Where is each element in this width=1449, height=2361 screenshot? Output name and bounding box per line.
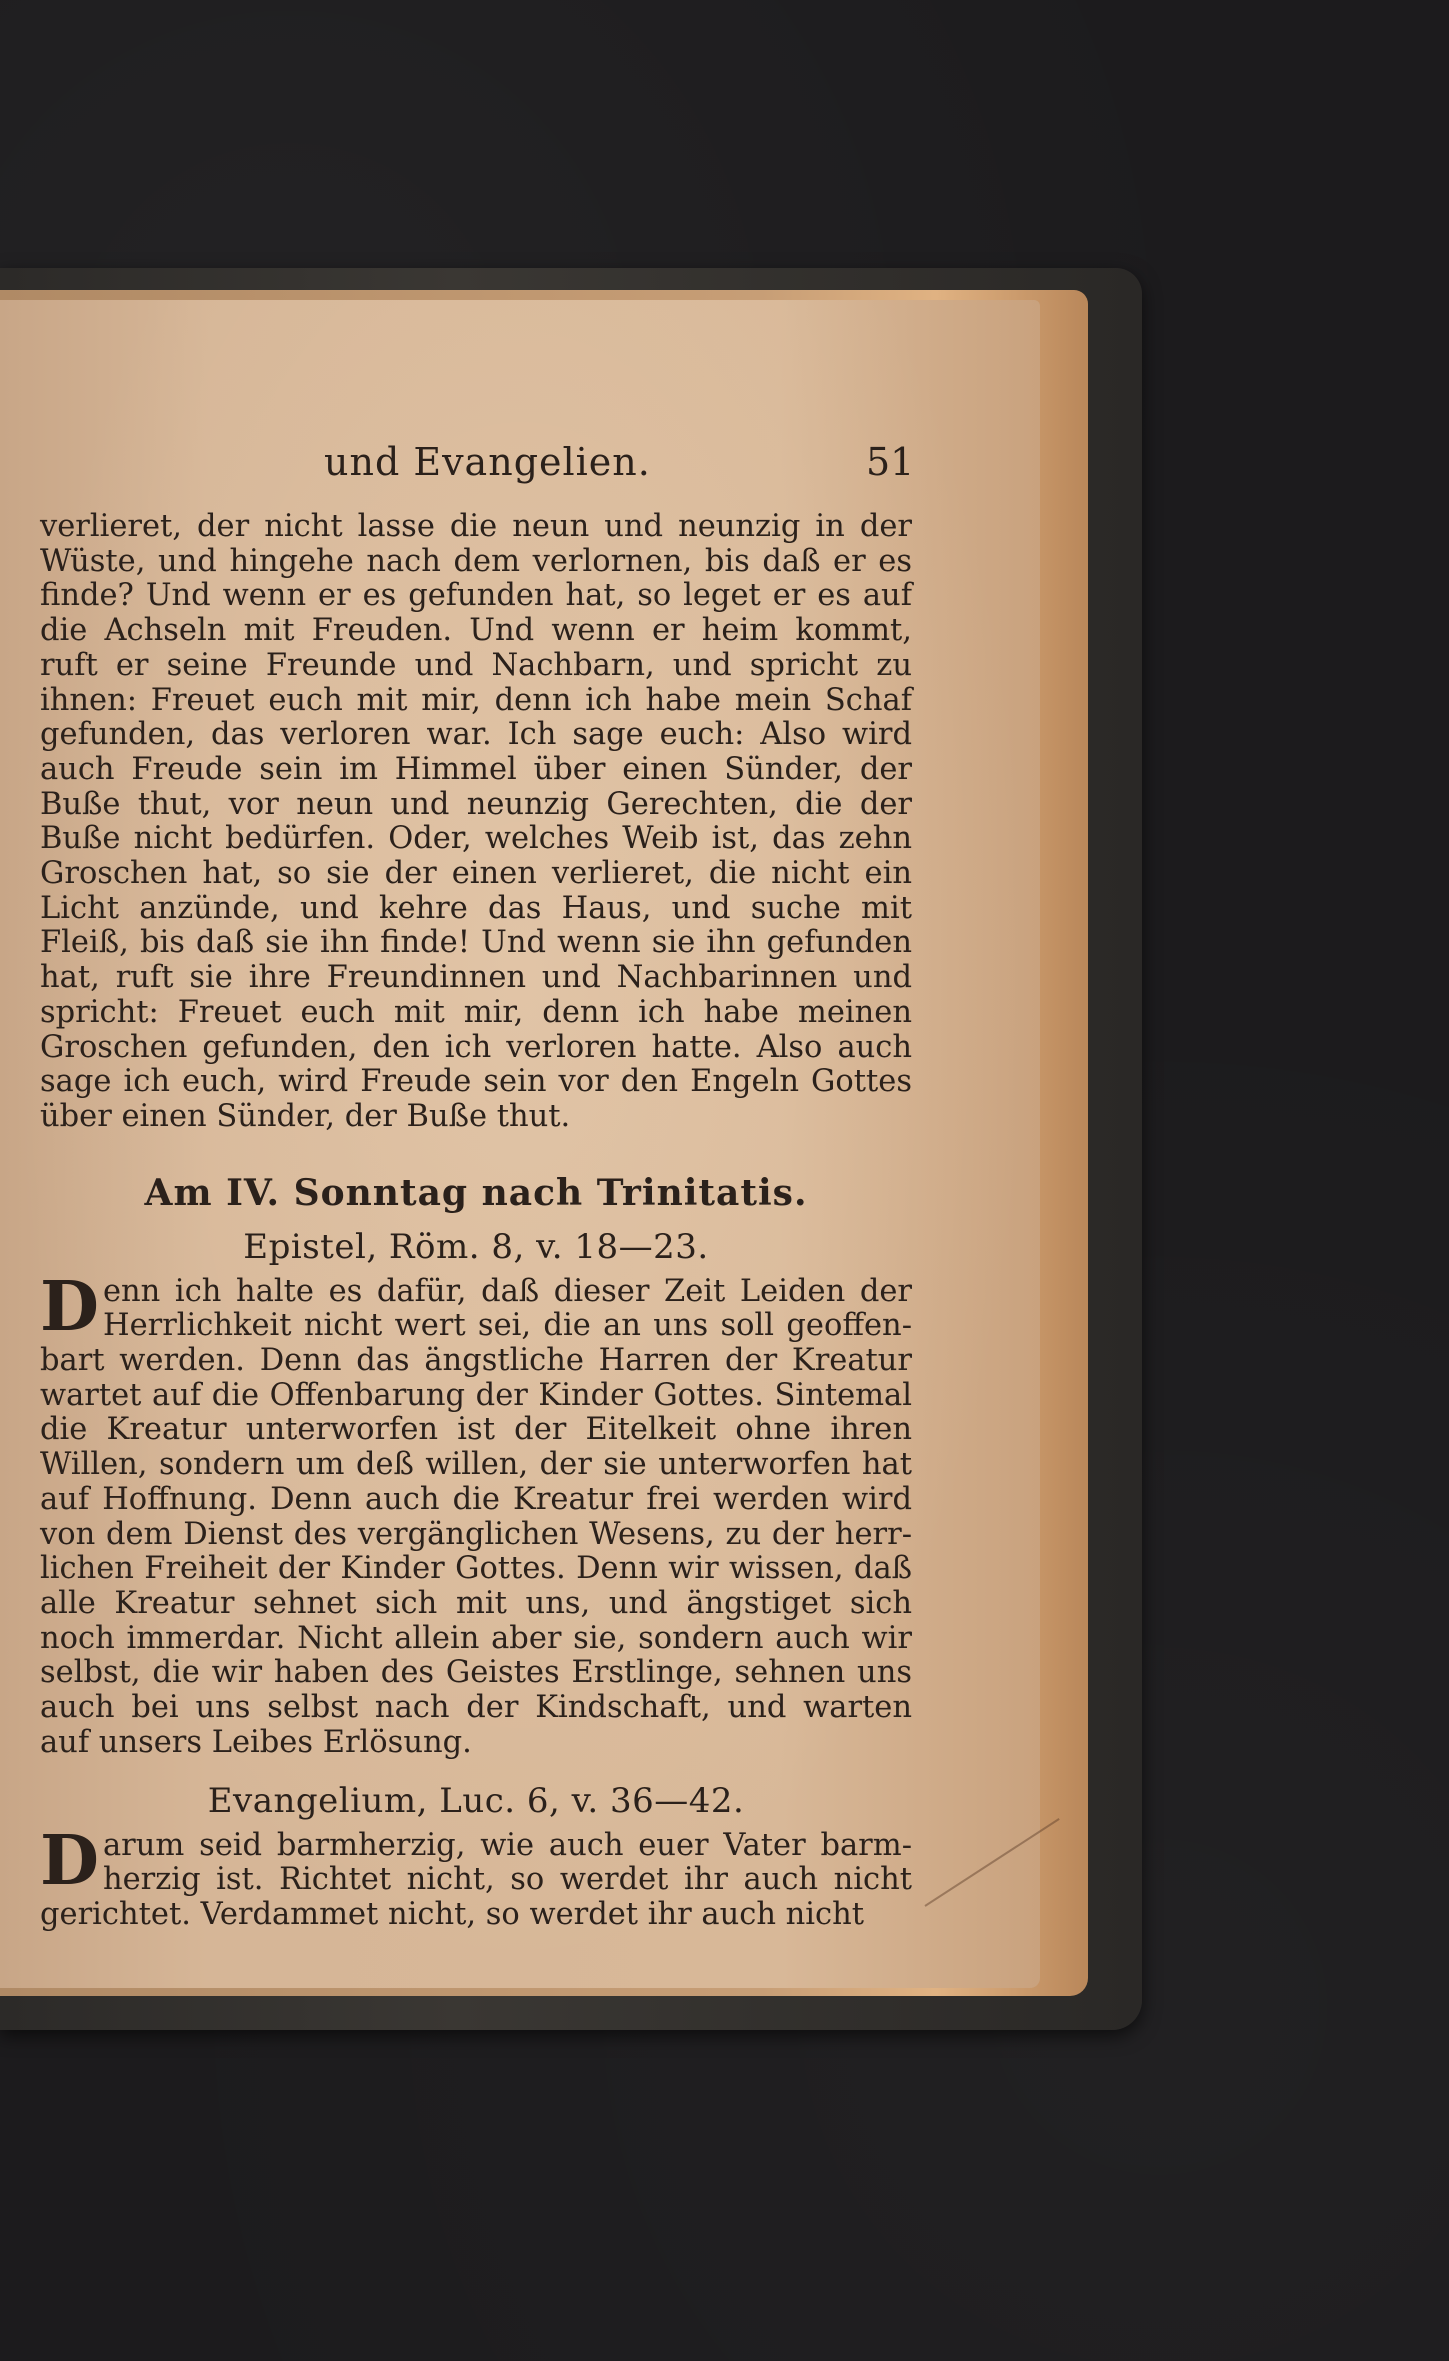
epistle-heading: Epistel, Röm. 8, v. 18—23.	[243, 1226, 709, 1267]
running-title: und Evangelien.	[324, 440, 651, 484]
page-text	[40, 510, 912, 1933]
gospel-text: arum seid barmherzig, wie auch euer Vater barmherzig ist. Richtet nicht, so werdet ihr auch nicht gerichtet. Verdammet nicht, so werdet ihr auch nicht	[40, 1827, 912, 1932]
gospel-paragraph	[40, 1820, 912, 1933]
epistle-paragraph	[40, 1266, 912, 1761]
page-number: 51	[866, 440, 915, 484]
section-title: Am IV. Sonntag nach Trinitatis.	[144, 1171, 808, 1214]
gospel-heading: Evangelium, Luc. 6, v. 36—42.	[207, 1780, 745, 1821]
epistle-text: enn ich halte es dafür, daß dieser Zeit Leiden der Herrlichkeit nicht wert sei, die an uns soll geoffenbart werden. Denn das ängstliche Harren der Kreatur wartet auf die Offenbarung der Kinder Gottes. Sintemal die Kreatur unterworfen ist der Eitelkeit ohne ihren Willen, sondern um deß willen, der sie unterworfen hat auf Hoffnung. Denn auch die Kreatur frei werden wird von dem Dienst des vergänglichen Wesens, zu der herrlichen Freiheit der Kinder Gottes. Denn wir wissen, daß alle Kreatur sehnet sich mit uns, und ängstiget sich noch immerdar. Nicht allein aber sie, sondern auch wir selbst, die wir haben des Geistes Erstlinge, sehnen uns auch bei uns selbst nach der Kindschaft, und warten auf unsers Leibes Erlösung.	[40, 1273, 912, 1760]
paragraph-continuation: verlieret, der nicht lasse die neun und neunzig in der Wüste, und hingehe nach dem verlornen, bis daß er es finde? Und wenn er es gefunden hat, so leget er es auf die Achseln mit Freuden. Und wenn er heim kommt, ruft er seine Freunde und Nachbarn, und spricht zu ihnen: Freuet euch mit mir, denn ich habe mein Schaf gefunden, das verloren war. Ich sage euch: Also wird auch Freude sein im Himmel über einen Sünder, der Buße thut, vor neun und neunzig Gerechten, die der Buße nicht bedürfen. Oder, welches Weib ist, das zehn Groschen hat, so sie der einen verlieret, die nicht ein Licht anzünde, und kehre das Haus, und suche mit Fleiß, bis daß sie ihn finde! Und wenn sie ihn gefunden hat, ruft sie ihre Freundinnen und Nachbarinnen und spricht: Freuet euch mit mir, denn ich habe meinen Groschen gefunden, den ich verloren hatte. Also auch sage ich euch, wird Freude sein vor den Engeln Gottes über einen Sünder, der Buße thut.	[40, 509, 912, 1134]
gospel-initial: D	[40, 1820, 99, 1901]
epistle-initial: D	[40, 1266, 99, 1347]
page-header	[0, 440, 1040, 490]
book-page	[0, 300, 1040, 1988]
